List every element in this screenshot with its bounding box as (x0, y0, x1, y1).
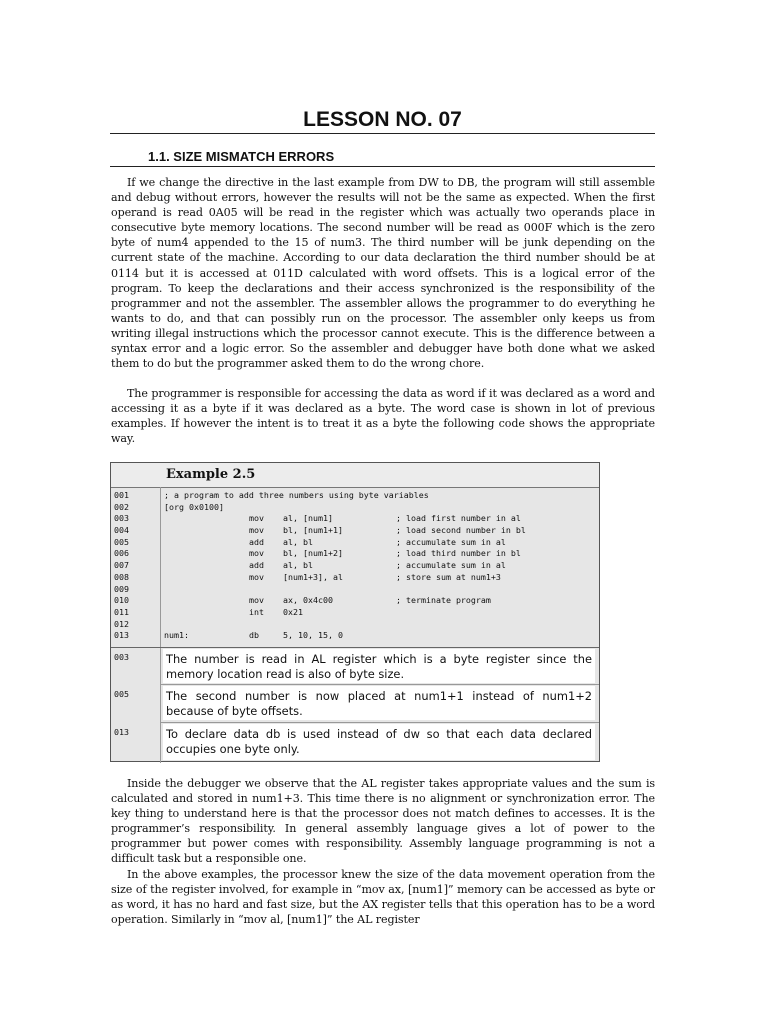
paragraph-2: The programmer is responsible for accessing the data as word if it was declared as a word and accessing it as a byte if it was declared as a byte. The word case is shown in lot of previous examples. If however the intent is to treat it as a byte the following code shows the appropriate way. (111, 387, 655, 446)
code-label: num1: (164, 630, 189, 641)
note-text: The second number is now placed at num1+1 instead of num1+2 because of byte offsets. (163, 686, 595, 720)
code-comment: ; load third number in bl (396, 548, 521, 559)
line-number: 003 (114, 513, 129, 524)
note-text: To declare data db is used instead of dw so that each data declared occupies one byte only. (163, 724, 595, 760)
line-number: 008 (114, 571, 129, 582)
section-title: 1.1. SIZE MISMATCH ERRORS (148, 149, 335, 164)
code-listing (111, 490, 599, 642)
code-line (111, 584, 599, 596)
line-number: 013 (114, 630, 129, 641)
line-number: 009 (114, 583, 129, 594)
example-box (110, 462, 600, 762)
line-number: 007 (114, 560, 129, 571)
example-title: Example 2.5 (166, 467, 256, 482)
code-operands: bl, [num1+2] (283, 548, 343, 559)
code-comment: ; accumulate sum in al (396, 560, 506, 571)
note-line-ref: 003 (114, 652, 129, 662)
code-operands: al, bl (283, 536, 313, 547)
paragraph-1: If we change the directive in the last example from DW to DB, the program will still assemble and debug without errors, however the results will not be the same as expected. When the first operand is read 0A05 will be read in the register which was actually two operands place in consecutive byte memory locations. The second number will be read as 000F which is the zero byte of num4 appended to the 15 of num3. The third number will be junk depending on the current state of the machine. According to our data declaration the third number should be at 0114 but it is accessed at 011D calculated with word offsets. This is a logical error of the program. To keep the declarations and their access synchronized is the responsibility of the programmer and not the assembler. The assembler allows the programmer to do everything he wants to do, and that can possibly run on the processor. The assembler only keeps us from writing illegal instructions which the processor cannot execute. This is the difference between a syntax error and a logic error. So the assembler and debugger have both done what we asked them to do but the programmer asked them to do the wrong chore. (111, 176, 655, 371)
code-line (111, 560, 599, 572)
line-number: 002 (114, 501, 129, 512)
code-line (111, 502, 599, 514)
code-instruction: mov (249, 525, 264, 536)
code-instruction: mov (249, 571, 264, 582)
code-line (111, 537, 599, 549)
note-divider (161, 722, 599, 723)
code-operands: ax, 0x4c00 (283, 595, 333, 606)
code-comment: ; load second number in bl (396, 525, 526, 536)
note-text: The number is read in AL register which is a byte register since the memory location read is also of byte size. (163, 649, 595, 683)
lesson-title: LESSON NO. 07 (303, 108, 462, 131)
code-operands: [num1+3], al (283, 571, 343, 582)
example-header (111, 463, 599, 488)
code-operands: 0x21 (283, 606, 303, 617)
code-instruction: mov (249, 595, 264, 606)
code-line (111, 595, 599, 607)
code-instruction: add (249, 560, 264, 571)
code-instruction: mov (249, 548, 264, 559)
paragraph-3: Inside the debugger we observe that the AL register takes appropriate values and the sum is calculated and stored in num1+3. This time there is no alignment or synchronization error. The key thing to understand here is that the processor does not match defines to accesses. It is the programmer’s responsibility. In general assembly language gives a lot of power to the programmer but power comes with responsibility. Assembly language programming is not a difficult task but a responsible one. (111, 777, 655, 866)
code-line (111, 607, 599, 619)
code-operands: al, bl (283, 560, 313, 571)
code-comment: ; terminate program (396, 595, 491, 606)
code-comment: ; accumulate sum in al (396, 536, 506, 547)
code-line (111, 490, 599, 502)
code-operands: 5, 10, 15, 0 (283, 630, 343, 641)
line-number: 012 (114, 618, 129, 629)
code-instruction: int (249, 606, 264, 617)
code-label: [org 0x0100] (164, 501, 224, 512)
code-line (111, 619, 599, 631)
paragraph-4: In the above examples, the processor knew the size of the data movement operation from the size of the register involved, for example in “mov ax, [num1]” memory can be accessed as byte or as word, it has no hard and fast size, but the AX register tells that this operation has to be a word operation. Similarly in “mov al, [num1]” the AL register (111, 868, 655, 927)
code-line (111, 572, 599, 584)
note-divider (161, 684, 599, 685)
code-instruction: add (249, 536, 264, 547)
code-instruction: db (249, 630, 259, 641)
note-line-ref: 005 (114, 689, 129, 699)
line-number: 004 (114, 525, 129, 536)
line-number: 005 (114, 536, 129, 547)
code-operands: bl, [num1+1] (283, 525, 343, 536)
code-comment: ; store sum at num1+3 (396, 571, 501, 582)
title-rule (110, 133, 655, 134)
note-line-ref: 013 (114, 727, 129, 737)
code-label: ; a program to add three numbers using byte variables (164, 490, 429, 500)
line-number: 010 (114, 595, 129, 606)
line-number: 006 (114, 548, 129, 559)
line-number: 001 (114, 490, 129, 500)
code-line (111, 630, 599, 642)
section-rule (110, 166, 655, 167)
code-line (111, 513, 599, 525)
code-comment: ; load first number in al (396, 513, 521, 524)
line-number: 011 (114, 606, 129, 617)
code-operands: al, [num1] (283, 513, 333, 524)
code-line (111, 548, 599, 560)
code-divider (111, 647, 599, 648)
code-instruction: mov (249, 513, 264, 524)
code-line (111, 525, 599, 537)
